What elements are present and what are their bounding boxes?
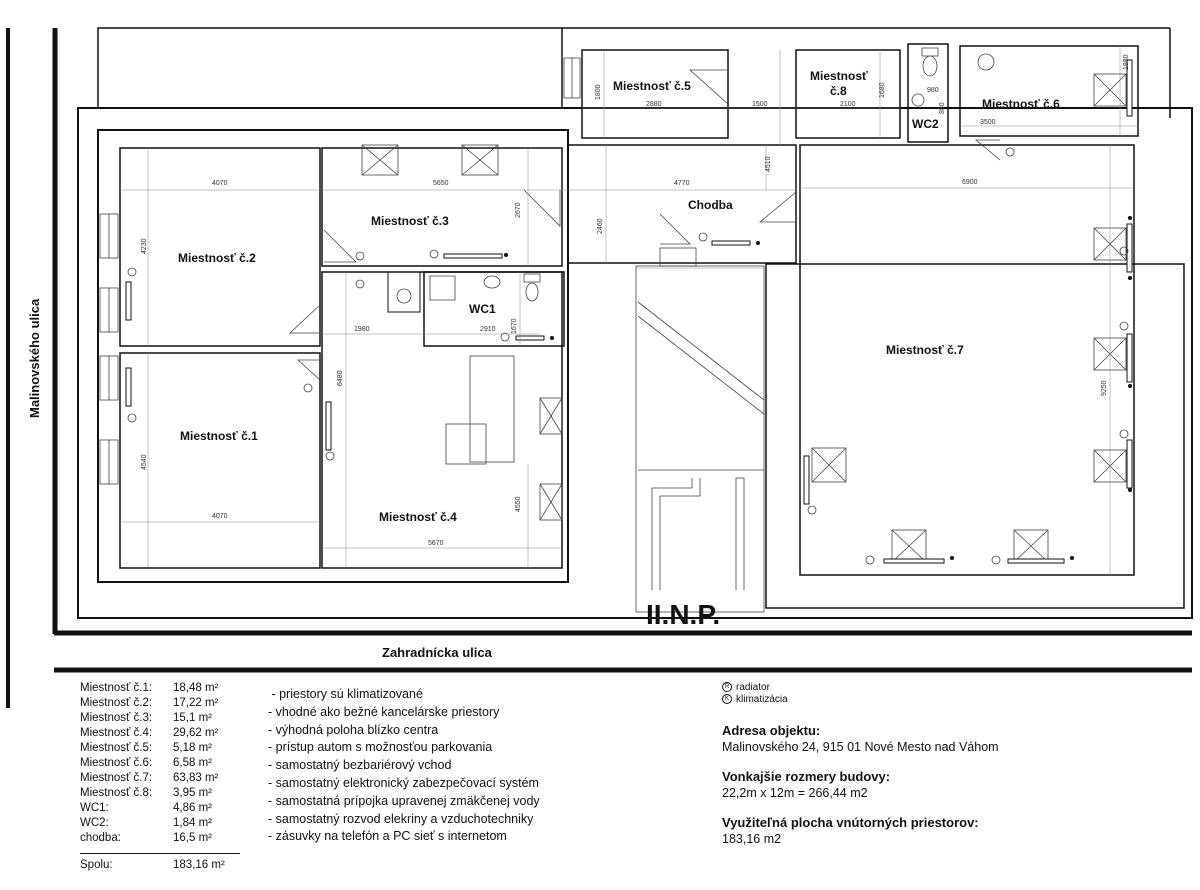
stair-shaft	[636, 266, 764, 612]
area-value: 5,18 m²	[173, 742, 212, 754]
area-value: 15,1 m²	[173, 712, 212, 724]
feature-list	[268, 686, 540, 846]
street-left-label: Malinovského ulica	[27, 298, 42, 418]
area-value: 18,48 m²	[173, 682, 219, 694]
area-row	[80, 681, 253, 696]
stair-rail-a	[652, 478, 692, 590]
corridor-label: Chodba	[688, 198, 733, 212]
dim-r3-h: 2670	[515, 202, 522, 218]
area-name: Miestnosť č.6:	[80, 757, 153, 769]
room-6-label: Miestnosť č.6	[982, 97, 1060, 111]
east-wing-outline	[766, 264, 1184, 608]
area-value: 17,22 m²	[173, 697, 219, 709]
feature-item: - samostatný elektronický zabezpečovací systém	[268, 775, 539, 790]
feature-item: - prístup autom s možnosťou parkovania	[268, 740, 493, 755]
dim-r6-w: 3500	[980, 119, 996, 126]
room-7-label: Miestnosť č.7	[886, 343, 964, 357]
courtyard-outline	[98, 28, 562, 108]
room-7	[800, 145, 1134, 575]
area-row	[80, 831, 253, 846]
usable-area-heading: Využiteľná plocha vnútorných priestorov:	[722, 815, 979, 830]
room-8-label-b: č.8	[830, 84, 847, 98]
area-row	[80, 696, 253, 711]
radiator-markers	[128, 233, 1128, 564]
room-1-label: Miestnosť č.1	[180, 429, 258, 443]
area-row	[80, 786, 253, 801]
feature-item: - výhodná poloha blízko centra	[268, 722, 439, 737]
dim-gap: 1500	[752, 101, 768, 108]
inner-stair-landing	[446, 424, 486, 464]
sockets	[504, 216, 1132, 560]
feature-item: - vhodné ako bežné kancelárske priestory	[268, 704, 500, 719]
dim-wc1-w: 2910	[480, 326, 496, 333]
area-name: Miestnosť č.5:	[80, 742, 153, 754]
dimension-texts	[141, 54, 1130, 547]
stair-ramp-a	[638, 302, 764, 400]
total-name: Spolu:	[80, 859, 113, 871]
radiator-icon: R	[722, 682, 732, 692]
room-2	[120, 148, 320, 346]
floor-label: II.N.P.	[646, 599, 721, 630]
address-value: Malinovského 24, 915 01 Nové Mesto nad Váhom	[722, 740, 999, 754]
corridor	[568, 145, 796, 263]
building-info	[722, 723, 999, 861]
dim-r7-w: 6900	[962, 179, 978, 186]
wc1-vestibule	[388, 272, 420, 312]
wc2-label: WC2	[912, 117, 939, 131]
area-row	[80, 816, 253, 831]
wc1-label: WC1	[469, 302, 496, 316]
stair-ramp-b	[638, 316, 764, 414]
outer-size-value: 22,2m x 12m = 266,44 m2	[722, 786, 868, 800]
area-row	[80, 771, 253, 786]
usable-area-value: 183,16 m2	[722, 832, 782, 846]
area-name: chodba:	[80, 832, 121, 844]
dim-wc2-b: 880	[939, 102, 946, 114]
dim-r4-w: 5670	[428, 540, 444, 547]
area-name: Miestnosť č.4:	[80, 727, 153, 739]
area-row	[80, 801, 253, 816]
dim-r3-w: 5650	[433, 180, 449, 187]
room-4-label: Miestnosť č.4	[379, 510, 457, 524]
area-name: Miestnosť č.2:	[80, 697, 153, 709]
dim-corridor-h2: 4510	[765, 156, 772, 172]
address-heading: Adresa objektu:	[722, 723, 821, 738]
room-1	[120, 353, 320, 568]
area-name: Miestnosť č.8:	[80, 787, 153, 799]
area-row	[80, 756, 253, 771]
dim-corridor-h: 2460	[597, 218, 604, 234]
outer-size-heading: Vonkajšie rozmery budovy:	[722, 769, 891, 784]
area-value: 16,5 m²	[173, 832, 212, 844]
total-row	[80, 858, 253, 873]
area-name: WC2:	[80, 817, 109, 829]
legend-ac	[722, 694, 788, 706]
feature-item: - samostatný rozvod elekriny a vzduchotechniky	[268, 811, 534, 826]
total-separator	[80, 853, 240, 854]
room-8-label-a: Miestnosť	[810, 69, 868, 83]
dim-r5-h: 1800	[595, 84, 602, 100]
area-row	[80, 726, 253, 741]
legend-ac-label: klimatizácia	[736, 694, 788, 705]
area-value: 3,95 m²	[173, 787, 212, 799]
legend-radiator-label: radiator	[736, 682, 770, 693]
ac-icon: K	[722, 694, 732, 704]
dim-r2-h: 4230	[141, 238, 148, 254]
stair-rail-c	[736, 478, 744, 590]
building-outline	[78, 108, 1192, 618]
inner-stair	[470, 356, 514, 462]
area-value: 4,86 m²	[173, 802, 212, 814]
facade-windows	[100, 58, 580, 484]
room-3-label: Miestnosť č.3	[371, 214, 449, 228]
stair-rail-b	[660, 478, 700, 590]
area-name: Miestnosť č.1:	[80, 682, 153, 694]
dim-r4-h2: 4550	[515, 496, 522, 512]
total-value: 183,16 m²	[173, 859, 225, 871]
dim-r2-w: 4070	[212, 180, 228, 187]
area-name: WC1:	[80, 802, 109, 814]
dim-r5-w: 2880	[646, 101, 662, 108]
dim-wc2-a: 980	[927, 87, 939, 94]
area-row	[80, 741, 253, 756]
legend	[722, 682, 788, 706]
dim-r6-h: 1880	[1123, 54, 1130, 70]
area-name: Miestnosť č.7:	[80, 772, 153, 784]
area-value: 63,83 m²	[173, 772, 219, 784]
legend-radiator	[722, 682, 788, 694]
room-2-label: Miestnosť č.2	[178, 251, 256, 265]
dim-r1-h: 4540	[141, 454, 148, 470]
feature-item: - samostatná prípojka upravenej zmäkčenej vody	[268, 793, 540, 808]
area-value: 29,62 m²	[173, 727, 219, 739]
dim-r7-h: 9250	[1101, 380, 1108, 396]
area-name: Miestnosť č.3:	[80, 712, 153, 724]
dim-r8-w: 2100	[840, 101, 856, 108]
street-bottom-label: Zahradnícka ulica	[382, 645, 492, 660]
room-3	[322, 148, 562, 266]
room-5-label: Miestnosť č.5	[613, 79, 691, 93]
area-table	[80, 681, 253, 873]
feature-item: - zásuvky na telefón a PC sieť s internetom	[268, 829, 507, 844]
dim-r4-h: 6480	[337, 370, 344, 386]
dim-corridor-w: 4770	[674, 180, 690, 187]
area-value: 1,84 m²	[173, 817, 212, 829]
dim-r1-w: 4070	[212, 513, 228, 520]
feature-item: - samostatný bezbariérový vchod	[268, 758, 452, 773]
area-value: 6,58 m²	[173, 757, 212, 769]
area-row	[80, 711, 253, 726]
dim-wc1-h: 1670	[511, 318, 518, 334]
feature-item: - priestory sú klimatizované	[268, 687, 423, 701]
dim-r8-h: 1680	[879, 82, 886, 98]
dim-wc1-a: 1980	[354, 326, 370, 333]
